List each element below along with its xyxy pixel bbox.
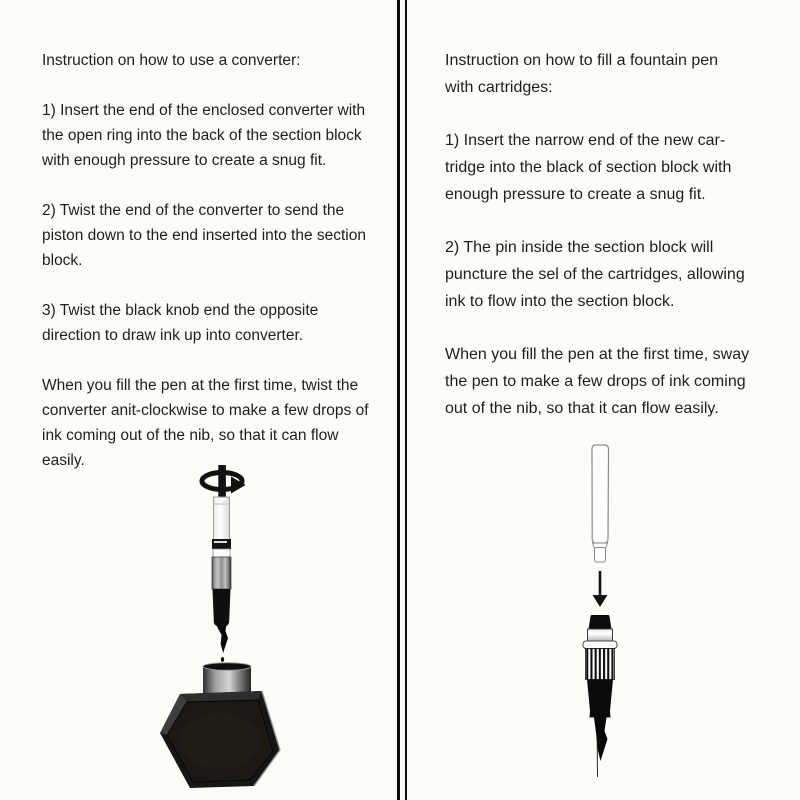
cartridge-first-fill-note: When you fill the pen at the first time, sway the pen to make a few drops of ink coming out of the nib, so that it can flow easily. [445, 346, 750, 417]
converter-instructions-title: Instruction on how to use a converter: [42, 52, 301, 69]
cartridge-instructions-title: Instruction on how to fill a fountain pen with cartridges: [445, 52, 719, 96]
ribbed-grip [586, 649, 615, 680]
divider-line-left [397, 0, 400, 800]
converter-first-fill-note: When you fill the pen at the first time, twist the converter anit-clockwise to make a few drops of ink coming out of the nib, so that it can flow easily. [42, 377, 369, 469]
twist-rotation-arrow-icon [202, 465, 246, 499]
cartridge-step-1: 1) Insert the narrow end of the new car- tridge into the black of section block with enough pressure to create a snug fit. [445, 132, 732, 203]
cartridge-section-block-illustration [540, 430, 660, 800]
divider-line-right [405, 0, 408, 800]
black-grip [587, 680, 613, 718]
cartridge-instructions-column [445, 47, 785, 448]
section-cap [589, 615, 612, 629]
collar-band [212, 539, 231, 557]
ribbed-grip [212, 557, 231, 589]
flange [583, 641, 617, 649]
ink-bottle [160, 663, 280, 788]
converter-step-1: 1) Insert the end of the enclosed converter with the open ring into the back of the section block with enough pressure to create a snug fit. [42, 102, 366, 169]
silver-band [588, 629, 613, 641]
converter-barrel [214, 497, 230, 540]
nib [217, 621, 229, 653]
converter-step-3: 3) Twist the black knob end the opposite direction to draw ink up into converter. [42, 302, 319, 344]
cartridge-step-2: 2) The pin inside the section block will puncture the sel of the cartridges, allowing ink to flow into the section block. [445, 239, 745, 310]
down-arrow-icon [593, 571, 608, 607]
converter-ink-bottle-illustration [150, 455, 300, 800]
nib [594, 718, 608, 778]
ink-cartridge [592, 445, 609, 562]
converter-step-2: 2) Twist the end of the converter to send the piston down to the end inserted into the section block. [42, 202, 366, 269]
converter-instructions-column [42, 48, 387, 498]
